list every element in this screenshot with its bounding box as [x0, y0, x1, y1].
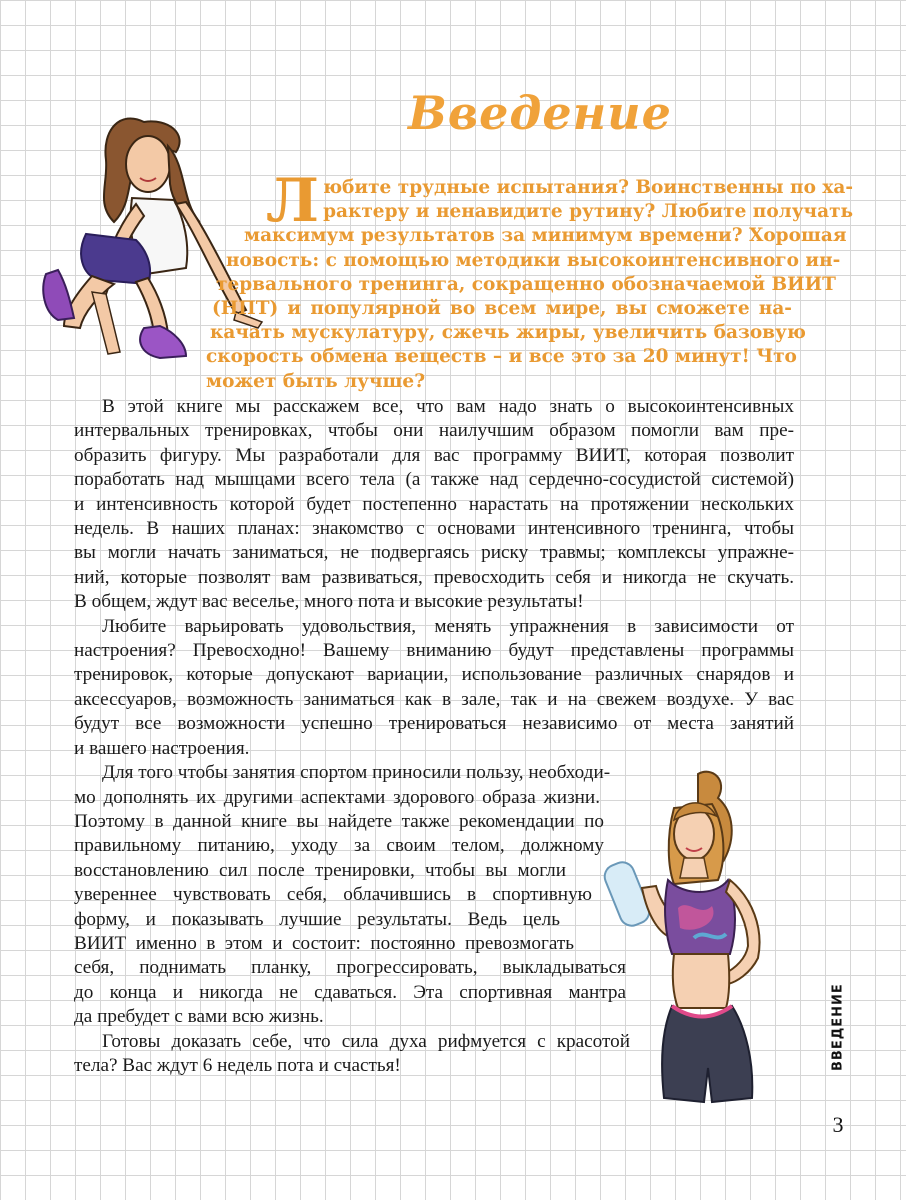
text-line: поработать над мышцами всего тела (а также над сердечно-сосудистой системой) [74, 469, 794, 491]
text-line: Для того чтобы занятия спортом приносили пользу, необходи- [102, 762, 611, 784]
paragraph [74, 761, 626, 1029]
drop-cap: Л [266, 166, 320, 236]
intro-line: рактеру и ненавидите рутину? Любите получать [323, 201, 854, 223]
intro-paragraph [206, 166, 854, 394]
text-line: правильному питанию, уходу за своим телом, должному [74, 835, 604, 857]
text-line: восстановлению сил после тренировки, чтобы вы могли [74, 859, 566, 881]
text-line: тела? Вас ждут 6 недель пота и счастья! [74, 1054, 401, 1076]
text-line: себя, поднимать планку, прогрессировать, выкладываться [74, 957, 626, 979]
text-line: недель. В наших планах: знакомство с основами интенсивного тренинга, чтобы [74, 518, 794, 540]
text-line: Готовы доказать себе, что сила духа рифмуется с красотой [102, 1030, 630, 1052]
text-line: мо дополнять их другими аспектами здорового образа жизни. [74, 786, 600, 808]
text-line: аксессуаров, возможность заниматься как в зале, так и на свежем воздухе. У вас [74, 688, 794, 710]
intro-line: максимум результатов за минимум времени? Хорошая [244, 225, 847, 247]
text-line: ВИИТ именно в этом и состоит: постоянно превозмогать [74, 932, 574, 954]
intro-line: скорость обмена веществ – и все это за 20 минут! Что [206, 346, 797, 368]
paragraph [74, 1030, 630, 1079]
text-line: Поэтому в данной книге вы найдете также рекомендации по [74, 810, 604, 832]
paragraph [74, 615, 794, 761]
intro-line: новость: с помощью методики высокоинтенсивного ин- [226, 249, 841, 271]
intro-line: (НПТ) и популярной во всем мире, вы сможете на- [212, 298, 792, 320]
intro-line: качать мускулатуру, сжечь жиры, увеличить базовую [210, 322, 806, 344]
text-line: до конца и никогда не сдаваться. Эта спортивная мантра [74, 981, 626, 1003]
text-line: и интенсивность которой будет постепенно нарастать на протяжении нескольких [74, 493, 794, 515]
text-line: В общем, ждут вас веселье, много пота и высокие результаты! [74, 591, 584, 613]
text-line: Любите варьировать удовольствия, менять упражнения в зависимости от [102, 615, 794, 637]
chapter-side-label: ВВЕДЕНИЕ [830, 983, 846, 1071]
text-line: да пребудет с вами всю жизнь. [74, 1006, 324, 1028]
intro-line: тервального тренинга, сокращенно обозначаемой ВИИТ [216, 273, 836, 295]
text-line: вы могли начать заниматься, не подвергаясь риску травмы; комплексы упражне- [74, 542, 794, 564]
text-line: интервальных тренировках, чтобы они наилучшим образом помогли вам пре- [74, 420, 794, 442]
woman-with-bottle-illustration [608, 768, 768, 1112]
text-line: В этой книге мы расскажем все, что вам надо знать о высокоинтенсивных [102, 396, 794, 417]
page-number: 3 [832, 1112, 844, 1137]
text-line: форму, и показывать лучшие результаты. Ведь цель [74, 908, 560, 930]
text-line: тренировок, которые допускают вариации, использование различных снарядов и [74, 664, 794, 686]
intro-line: может быть лучше? [206, 370, 426, 392]
paragraph [74, 395, 794, 615]
text-line: настроения? Превосходно! Вашему вниманию будут представлены программы [74, 640, 794, 662]
chapter-title: Введение [408, 86, 672, 140]
text-line: будут все возможности успешно тренироваться независимо от места занятий [74, 713, 794, 735]
intro-line: юбите трудные испытания? Воинственны по ха- [323, 177, 854, 198]
text-line: увереннее чувствовать себя, облачившись в спортивную [74, 884, 592, 906]
text-line: ний, которые позволят вам развиваться, превосходить себя и никогда не скучать. [74, 566, 794, 588]
text-line: и вашего настроения. [74, 737, 250, 759]
text-line: образить фигуру. Мы разработали для вас программу ВИИТ, которая позволит [74, 444, 794, 466]
